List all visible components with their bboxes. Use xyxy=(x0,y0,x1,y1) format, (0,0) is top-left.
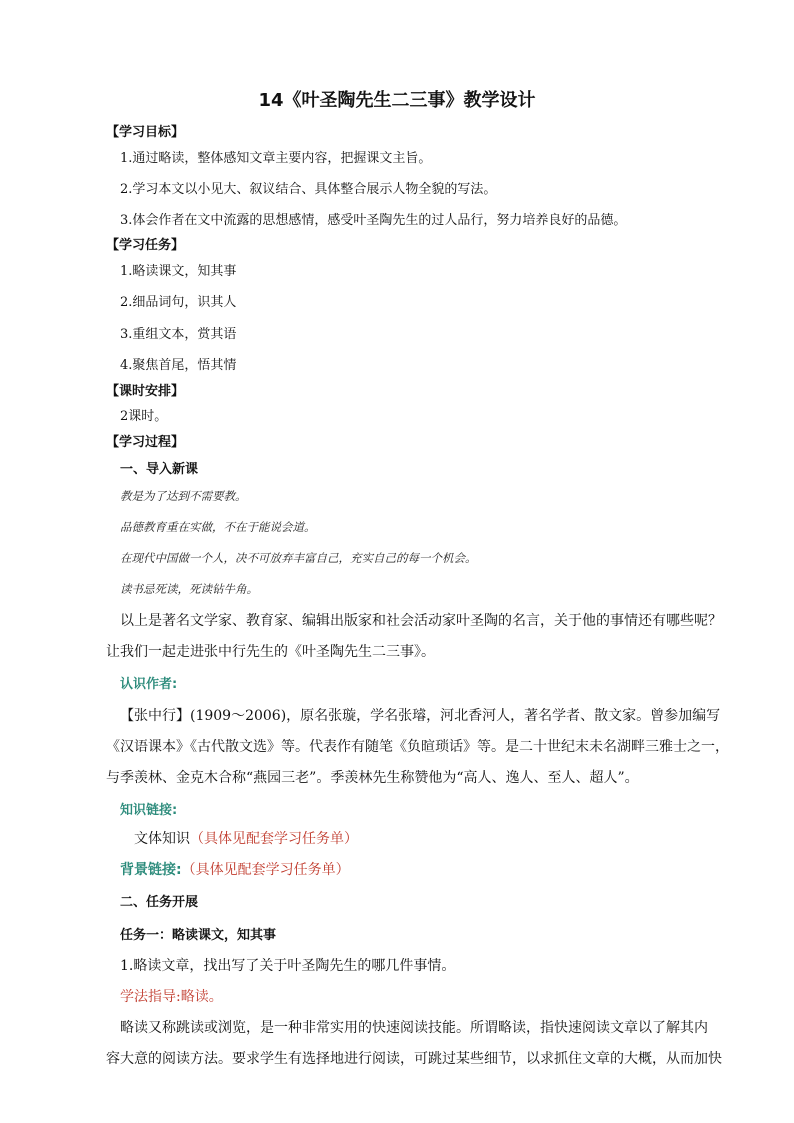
method-line xyxy=(120,986,223,1006)
intro-line-2: 让我们一起走进张中行先生的《叶圣陶先生二三事》。 xyxy=(106,644,435,660)
author-line-2: 《汉语课本》《古代散文选》等。代表作有随笔《负暄琐话》等。是二十世纪末未名湖畔三雅士之一， xyxy=(106,739,729,755)
page-title: 14《叶圣陶先生二三事》教学设计 xyxy=(258,90,536,111)
schedule-text: 2课时。 xyxy=(120,409,168,424)
quote-1: 教是为了达到不需要教。 xyxy=(120,489,247,503)
section-header-goals: 【学习目标】 xyxy=(106,125,185,140)
goal-item-3: 3.体会作者在文中流露的思想感情，感受叶圣陶先生的过人品行，努力培养良好的品德。 xyxy=(120,213,627,228)
section-header-schedule: 【课时安排】 xyxy=(106,384,185,399)
knowledge-label: 知识链接: xyxy=(120,803,178,818)
author-label: 认识作者: xyxy=(120,677,178,692)
quote-2: 品德教育重在实做，不在于能说会道。 xyxy=(120,520,316,534)
section-header-tasks: 【学习任务】 xyxy=(106,238,185,253)
knowledge-item-note: （具体见配套学习任务单） xyxy=(190,831,358,847)
task-item-4: 4.聚焦首尾，悟其情 xyxy=(120,358,237,373)
author-line-3: 与季羡林、金克木合称“燕园三老”。季羡林先生称赞他为“高人、逸人、至人、超人”。 xyxy=(106,770,639,786)
intro-line-1: 以上是著名文学家、教育家、编辑出版家和社会活动家叶圣陶的名言，关于他的事情还有哪些呢？ xyxy=(120,613,722,629)
task-item-1: 1.略读课文，知其事 xyxy=(120,264,237,279)
section-header-process: 【学习过程】 xyxy=(106,435,185,450)
part2-heading: 二、任务开展 xyxy=(120,895,199,910)
method-value: 略读。 xyxy=(180,989,223,1005)
task-item-2: 2.细品词句，识其人 xyxy=(120,295,237,310)
method-label: 学法指导: xyxy=(120,989,181,1005)
background-label: 背景链接: xyxy=(120,862,182,878)
part1-heading: 一、导入新课 xyxy=(120,462,199,477)
method-line-1: 略读又称跳读或浏览，是一种非常实用的快速阅读技能。所谓略读，指快速阅读文章以了解其内 xyxy=(120,1020,708,1036)
method-line-2: 容大意的阅读方法。要求学生有选择地进行阅读，可跳过某些细节，以求抓住文章的大概，从而加快 xyxy=(106,1051,722,1067)
task1-heading: 任务一：略读课文，知其事 xyxy=(120,928,277,943)
goal-item-2: 2.学习本文以小见大、叙议结合、具体整合展示人物全貌的写法。 xyxy=(120,182,497,197)
quote-3: 在现代中国做一个人，决不可放弃丰富自己，充实自己的每一个机会。 xyxy=(120,551,477,565)
task-item-3: 3.重组文本，赏其语 xyxy=(120,327,237,342)
quote-4: 读书忌死读，死读钻牛角。 xyxy=(120,582,258,596)
knowledge-item-text: 文体知识 xyxy=(134,831,190,847)
author-line-1: 【张中行】(1909～2006)，原名张璇，学名张璿，河北香河人，著名学者、散文家。曾参加编写 xyxy=(120,708,721,724)
background-line xyxy=(120,859,350,879)
task1-question: 1.略读文章，找出写了关于叶圣陶先生的哪几件事情。 xyxy=(120,958,456,974)
goal-item-1: 1.通过略读，整体感知文章主要内容，把握课文主旨。 xyxy=(120,151,432,166)
background-note: （具体见配套学习任务单） xyxy=(181,862,350,878)
knowledge-item xyxy=(134,828,358,848)
